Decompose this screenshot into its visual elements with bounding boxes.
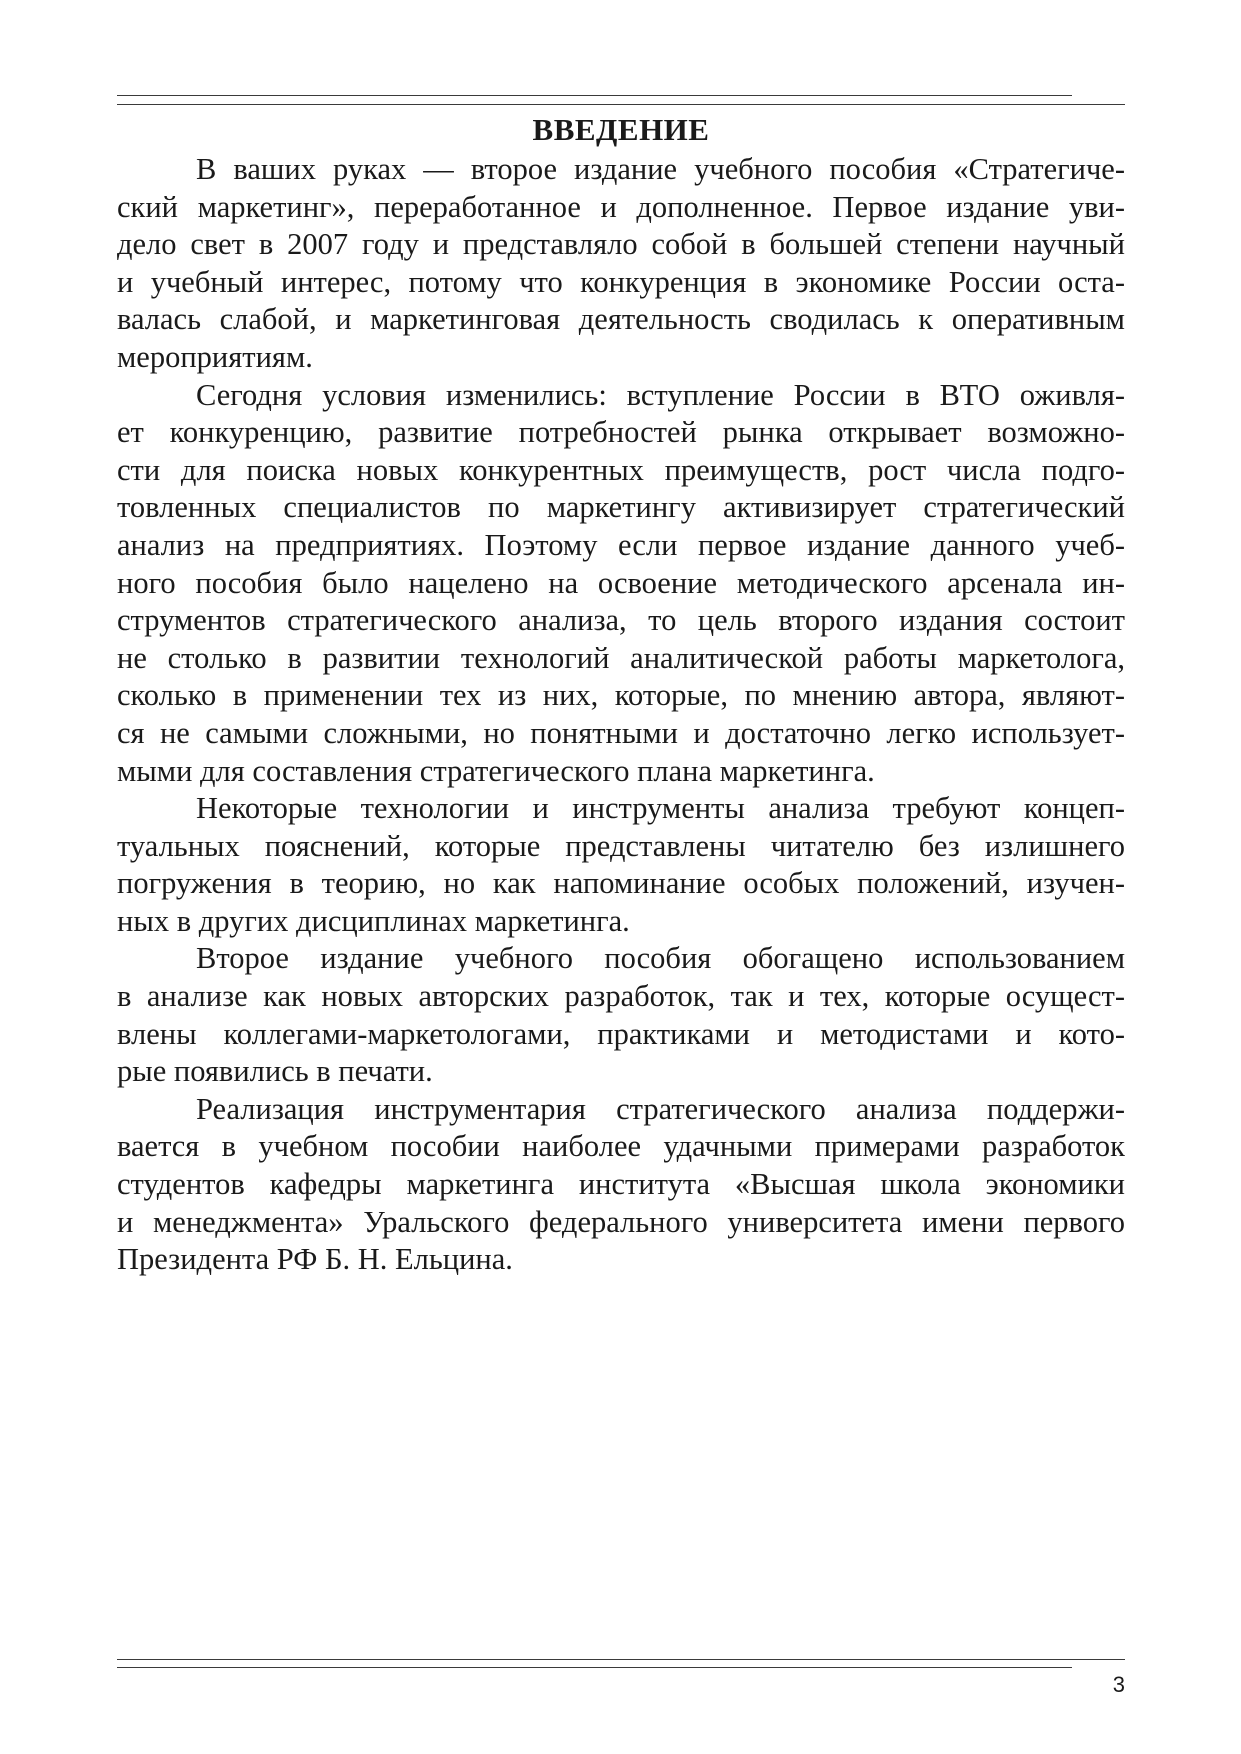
text-line: Некоторые технологии и инструменты анализа требуют концеп-: [196, 791, 1125, 826]
text-line: сколько в применении тех из них, которые, по мнению автора, являют-: [117, 678, 1125, 713]
text-line: не столько в развитии технологий аналитической работы маркетолога,: [117, 640, 1125, 675]
text-line: сти для поиска новых конкурентных преимуществ, рост числа подго-: [117, 452, 1125, 487]
text-line: дело свет в 2007 году и представляло собой в большей степени научный: [117, 227, 1125, 262]
page-number: 3: [1112, 1672, 1125, 1697]
text-line: студентов кафедры маркетинга института «Высшая школа экономики: [117, 1167, 1125, 1202]
text-line: вается в учебном пособии наиболее удачными примерами разработок: [117, 1129, 1125, 1164]
text-line: влены коллегами-маркетологами, практиками и методистами и кото-: [117, 1016, 1125, 1051]
paragraph-4: [117, 940, 1125, 1090]
text-line: ский маркетинг», переработанное и дополненное. Первое издание уви-: [117, 189, 1125, 224]
text-line: ных в других дисциплинах маркетинга.: [117, 903, 630, 938]
text-line: ся не самыми сложными, но понятными и достаточно легко использует-: [117, 715, 1125, 750]
text-line: товленных специалистов по маркетингу активизирует стратегический: [117, 490, 1125, 525]
header-rule-lower: [117, 104, 1125, 105]
paragraph-1: [117, 151, 1125, 377]
document-body: [117, 151, 1125, 1279]
text-line: струментов стратегического анализа, то цель второго издания состоит: [117, 603, 1125, 638]
text-line: в анализе как новых авторских разработок, так и тех, которые осущест-: [117, 979, 1125, 1014]
text-line: Президента РФ Б. Н. Ельцина.: [117, 1242, 513, 1277]
text-line: ет конкуренцию, развитие потребностей рынка открывает возможно-: [117, 415, 1125, 450]
text-line: Второе издание учебного пособия обогащено использованием: [196, 941, 1125, 976]
text-line: погружения в теорию, но как напоминание особых положений, изучен-: [117, 866, 1125, 901]
page-title: ВВЕДЕНИЕ: [532, 112, 710, 147]
text-line: туальных пояснений, которые представлены читателю без излишнего: [117, 828, 1125, 863]
footer-rule-lower: [117, 1667, 1072, 1668]
text-line: валась слабой, и маркетинговая деятельность сводилась к оперативным: [117, 302, 1125, 337]
text-line: ного пособия было нацелено на освоение методического арсенала ин-: [117, 565, 1125, 600]
text-line: рые появились в печати.: [117, 1054, 433, 1089]
text-line: Сегодня условия изменились: вступление России в ВТО оживля-: [196, 377, 1125, 412]
text-line: Реализация инструментария стратегического анализа поддержи-: [196, 1091, 1125, 1126]
text-line: и менеджмента» Уральского федерального университета имени первого: [117, 1204, 1125, 1239]
text-line: мероприятиям.: [117, 339, 313, 374]
header-rule-upper: [117, 95, 1072, 96]
paragraph-5: [117, 1091, 1125, 1279]
paragraph-2: [117, 377, 1125, 791]
footer-rule-upper: [117, 1659, 1125, 1660]
text-line: анализ на предприятиях. Поэтому если первое издание данного учеб-: [117, 527, 1125, 562]
text-line: мыми для составления стратегического плана маркетинга.: [117, 753, 875, 788]
text-line: и учебный интерес, потому что конкуренция в экономике России оста-: [117, 264, 1125, 299]
paragraph-3: [117, 790, 1125, 940]
text-line: В ваших руках — второе издание учебного пособия «Стратегиче-: [196, 152, 1125, 186]
